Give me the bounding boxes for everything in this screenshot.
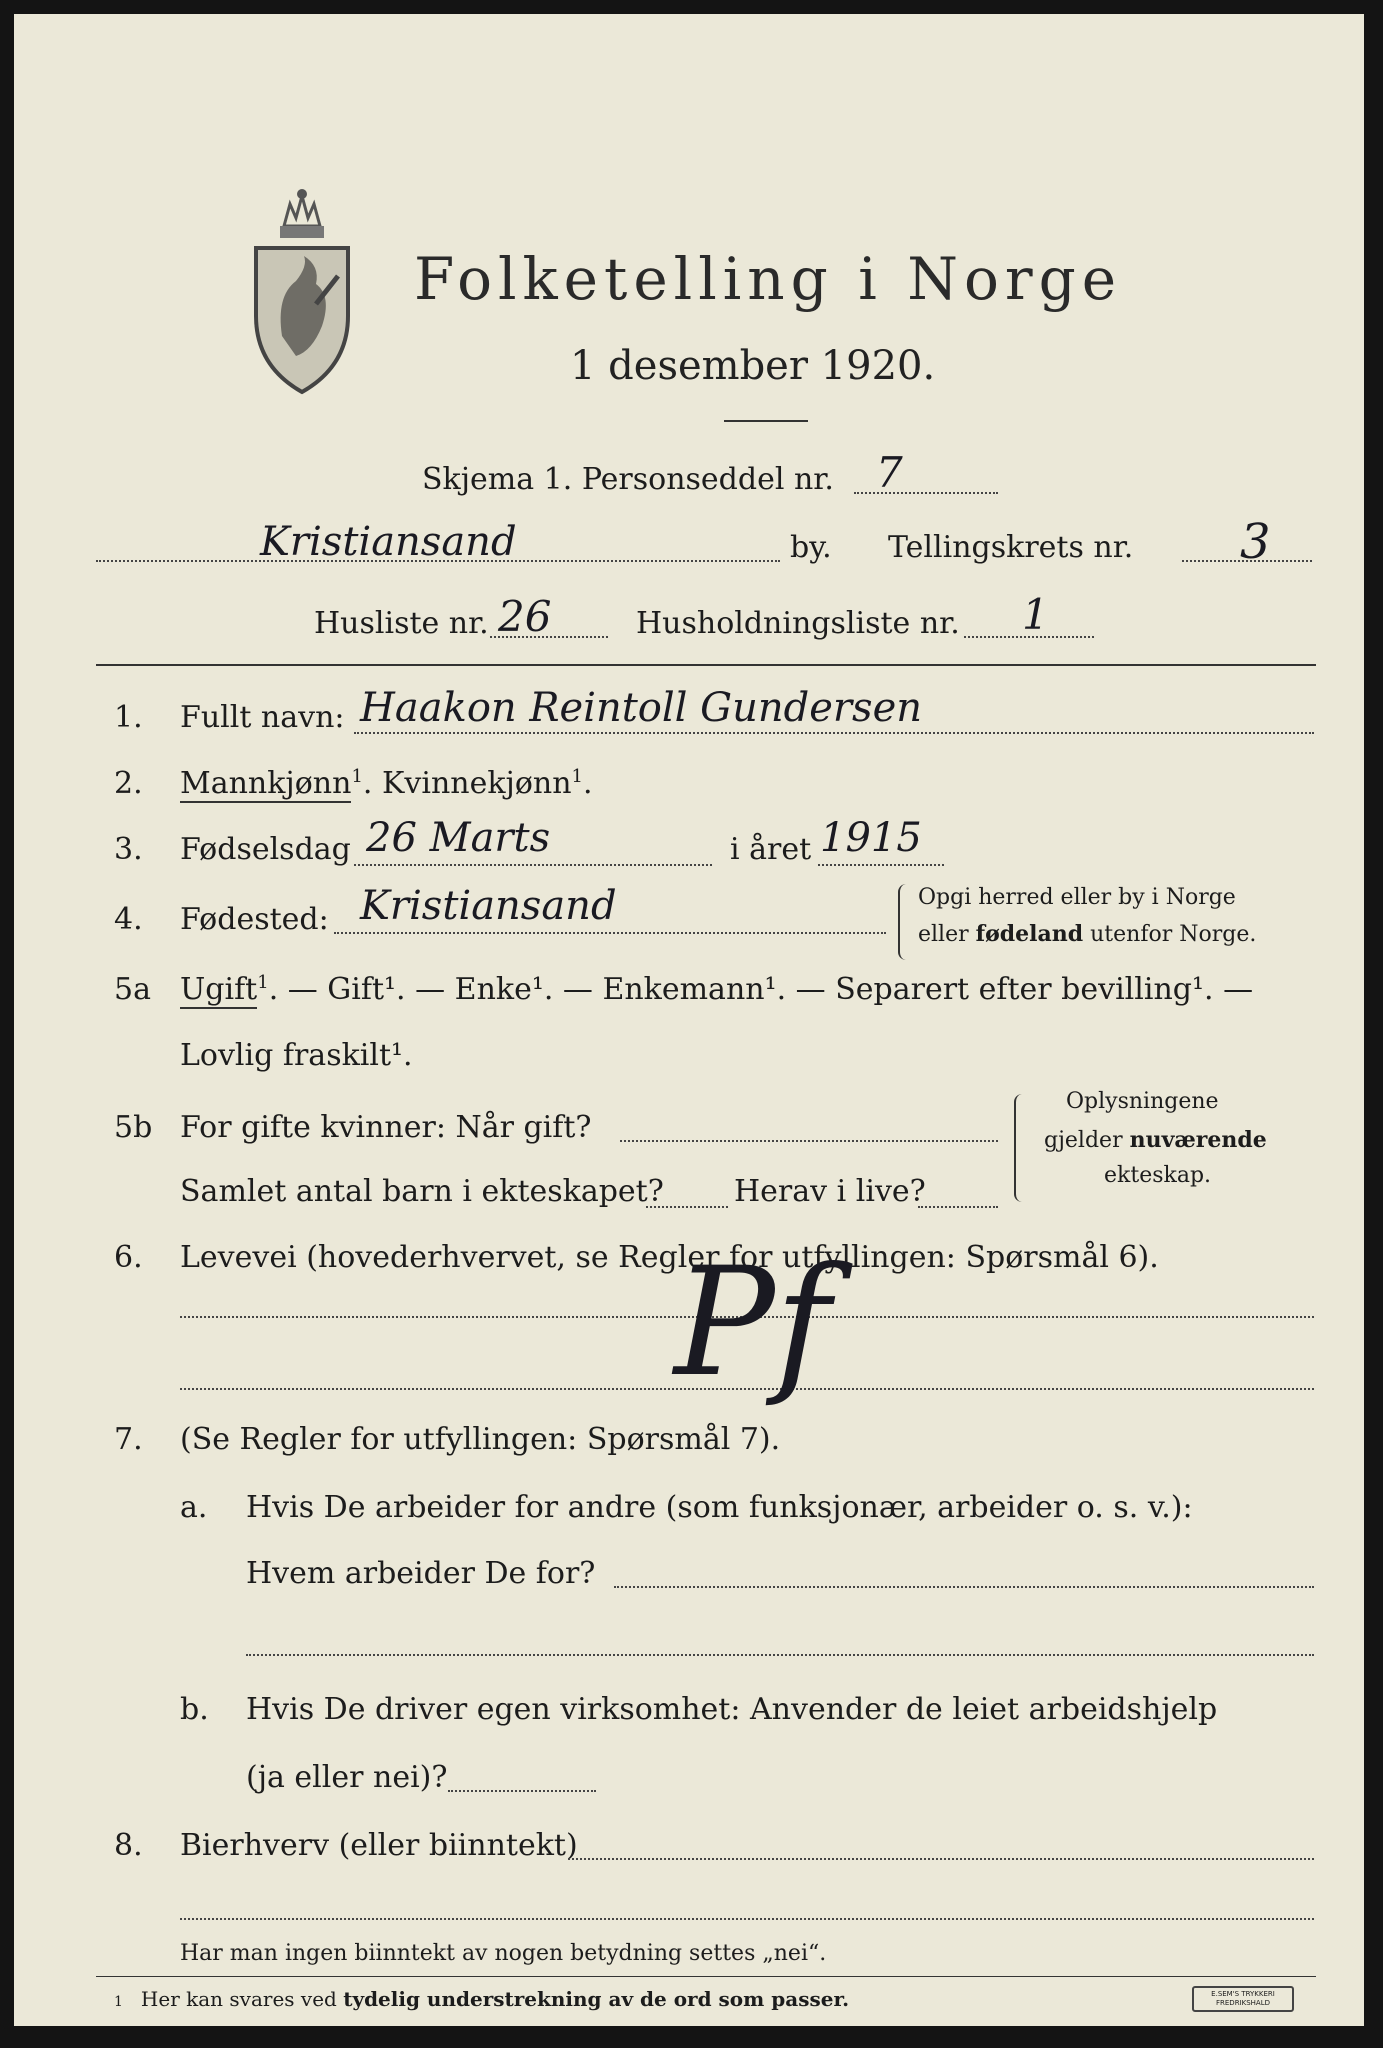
q2-mann-sup: 1 bbox=[351, 766, 363, 787]
q7a-number: a. bbox=[180, 1490, 208, 1525]
q7b-line-2: (ja eller nei)? bbox=[246, 1760, 448, 1795]
census-date: 1 desember 1920. bbox=[570, 343, 936, 389]
q4-brace bbox=[898, 884, 908, 960]
q2-number: 2. bbox=[114, 766, 143, 801]
q5a-ugift: Ugift bbox=[180, 972, 258, 1007]
q7b-dots bbox=[448, 1790, 596, 1792]
q6-occupation: Pf bbox=[674, 1236, 831, 1410]
q5b-dots-3 bbox=[918, 1206, 998, 1208]
q4-note-1: Opgi herred eller by i Norge bbox=[918, 885, 1236, 910]
q4-label: Fødested: bbox=[180, 902, 329, 937]
by-label: by. bbox=[790, 530, 832, 565]
footnote-number: 1 bbox=[114, 1994, 123, 2010]
coat-of-arms-icon bbox=[246, 186, 358, 396]
q5b-line-2b: Herav i live? bbox=[734, 1174, 926, 1209]
q5a-line-2: Lovlig fraskilt¹. bbox=[180, 1038, 413, 1073]
q4-note-2: eller fødeland utenfor Norge. bbox=[918, 921, 1257, 947]
q5b-note-2: gjelder nuværende bbox=[1044, 1127, 1267, 1153]
q5b-brace bbox=[1014, 1094, 1026, 1202]
page-title: Folketelling i Norge bbox=[414, 245, 1123, 313]
q3-aaret-label: i året bbox=[730, 832, 812, 867]
q1-number: 1. bbox=[114, 700, 143, 735]
q2-sep: . bbox=[362, 766, 373, 801]
q5b-line-1: For gifte kvinner: Når gift? bbox=[180, 1110, 592, 1145]
q5a-options: Ugift$^1$. — Gift¹. — Enke¹. — Enkemann¹. — Separert efter bevilling¹. — bbox=[180, 972, 1254, 1007]
header-rule bbox=[96, 664, 1316, 666]
q3-birth-day: 26 Marts bbox=[366, 815, 551, 861]
q5b-dots-1 bbox=[620, 1140, 998, 1142]
q7a-line-2: Hvem arbeider De for? bbox=[246, 1556, 596, 1591]
footnote: 1 Her kan svares ved tydelig understrekning av de ord som passer. bbox=[114, 1987, 850, 2011]
q2-options bbox=[180, 766, 593, 802]
q5b-line-2a: Samlet antal barn i ekteskapet? bbox=[180, 1174, 664, 1209]
skjema-label: Skjema 1. Personseddel nr. bbox=[422, 462, 834, 497]
q1-label: Fullt navn: bbox=[180, 700, 345, 735]
q7b-number: b. bbox=[180, 1692, 209, 1727]
printer-mark: E.SEM'S TRYKKERI FREDRIKSHALD bbox=[1192, 1986, 1294, 2012]
q7a-dots-1 bbox=[614, 1586, 1314, 1588]
q7-label: (Se Regler for utfyllingen: Spørsmål 7). bbox=[180, 1422, 781, 1457]
husliste-label: Husliste nr. bbox=[314, 606, 489, 641]
census-form bbox=[14, 14, 1364, 2026]
q1-full-name: Haakon Reintoll Gundersen bbox=[360, 685, 923, 731]
q5b-note-1: Oplysningene bbox=[1066, 1089, 1219, 1114]
skjema-value: 7 bbox=[876, 448, 903, 497]
q3-number: 3. bbox=[114, 832, 143, 867]
q5b-dots-2 bbox=[646, 1206, 728, 1208]
krets-value: 3 bbox=[1240, 514, 1271, 570]
husholdning-value: 1 bbox=[1022, 590, 1049, 639]
q7a-dots-2 bbox=[246, 1654, 1314, 1656]
q4-birth-place: Kristiansand bbox=[360, 883, 617, 929]
q8-dots-2 bbox=[180, 1918, 1314, 1920]
q1-dots bbox=[354, 732, 1314, 734]
q8-number: 8. bbox=[114, 1828, 143, 1863]
q3-label: Fødselsdag bbox=[180, 832, 351, 867]
q3-aaret-dots bbox=[818, 864, 944, 866]
q6-label: Levevei (hovederhvervet, se Regler for utfyllingen: Spørsmål 6). bbox=[180, 1240, 1159, 1275]
q2-kvinne-sup: 1 bbox=[571, 766, 583, 787]
q2-mann: Mannkjønn bbox=[180, 766, 352, 801]
q3-birth-year: 1915 bbox=[820, 815, 922, 861]
krets-label: Tellingskrets nr. bbox=[888, 530, 1134, 565]
q2-kvinne: Kvinnekjønn bbox=[381, 766, 572, 801]
husholdning-label: Husholdningsliste nr. bbox=[636, 606, 960, 641]
q7b-line-1: Hvis De driver egen virksomhet: Anvender de leiet arbeidshjelp bbox=[246, 1692, 1218, 1727]
by-value: Kristiansand bbox=[260, 519, 517, 565]
title-divider bbox=[724, 420, 808, 422]
q7-number: 7. bbox=[114, 1422, 143, 1457]
q5b-note-3: ekteskap. bbox=[1104, 1163, 1212, 1188]
q6-number: 6. bbox=[114, 1240, 143, 1275]
footnote-rule bbox=[96, 1976, 1316, 1977]
q8-label: Bierhverv (eller biinntekt) bbox=[180, 1828, 578, 1863]
q4-number: 4. bbox=[114, 902, 143, 937]
q8-dots-1 bbox=[568, 1858, 1314, 1860]
q4-dots bbox=[334, 932, 886, 934]
q5a-rest: . — Gift¹. — Enke¹. — Enkemann¹. — Separert efter bevilling¹. — bbox=[268, 972, 1254, 1007]
husliste-value: 26 bbox=[498, 592, 552, 641]
q7a-line-1: Hvis De arbeider for andre (som funksjonær, arbeider o. s. v.): bbox=[246, 1490, 1193, 1525]
q8-note: Har man ingen biinntekt av nogen betydning settes „nei“. bbox=[180, 1941, 827, 1966]
q5b-number: 5b bbox=[114, 1110, 153, 1145]
q2-end: . bbox=[582, 766, 593, 801]
q5a-number: 5a bbox=[114, 972, 151, 1007]
q3-dots bbox=[354, 864, 712, 866]
